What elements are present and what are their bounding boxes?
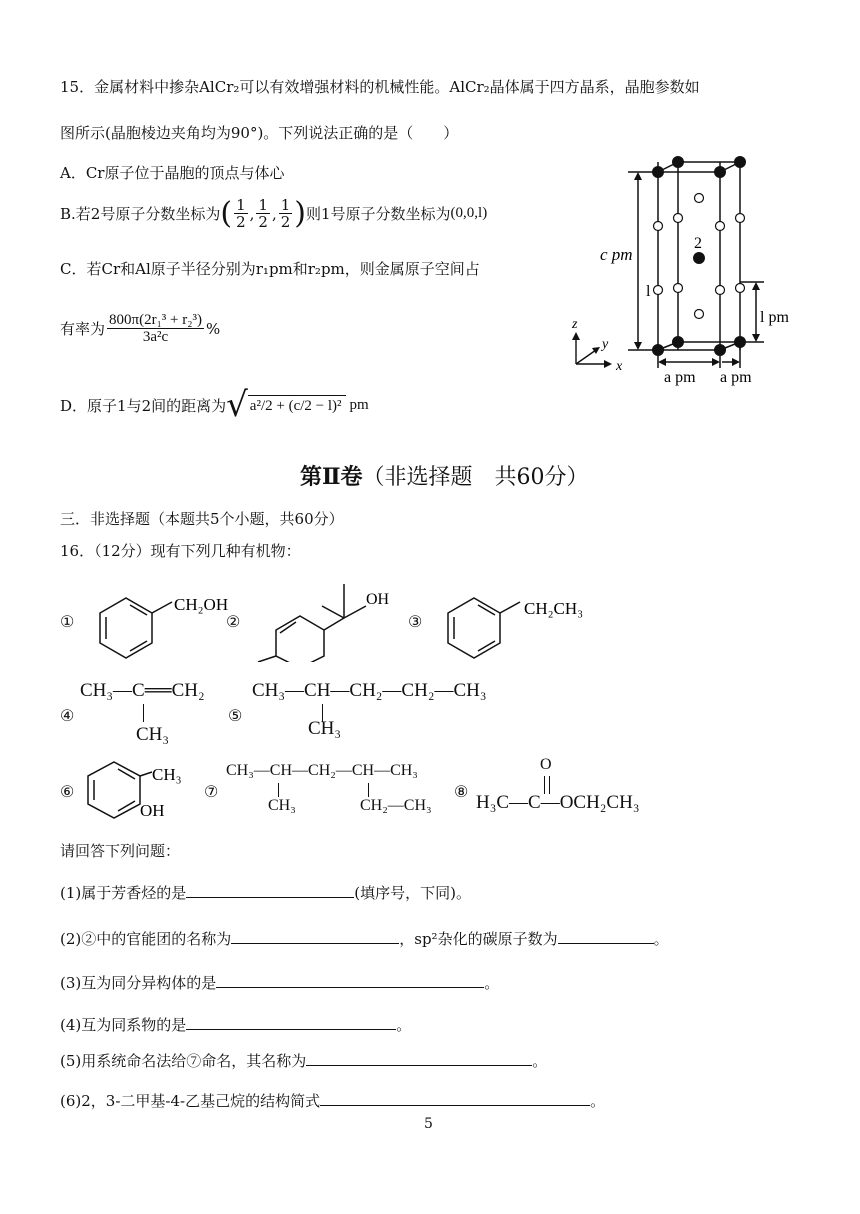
mol-5-bottom: CH₃ [308, 718, 342, 739]
q16-sub-2 [60, 928, 669, 949]
part-three-heading: 三．非选择题（本题共5个小题，共60分） [60, 510, 344, 528]
a-label-2: a pm [720, 369, 752, 386]
answer-blank-3[interactable] [216, 973, 484, 988]
axis-x-label: x [616, 359, 623, 374]
answer-blank-6[interactable] [320, 1091, 590, 1106]
sub-6-text: (6)2，3-二甲基-4-乙基己烷的结构简式 [60, 1092, 321, 1110]
q15-option-b-prefix: B.若2号原子分数坐标为 [60, 205, 221, 223]
c-dimension-label: c pm [600, 245, 633, 264]
sub-2-text: (2)②中的官能团的名称为 [60, 930, 232, 948]
sub-5-text: (5)用系统命名法给⑦命名，其名称为 [60, 1052, 307, 1070]
sub-6-tail: 。 [590, 1092, 606, 1110]
q15-option-c-prefix: 有率为 [60, 320, 106, 338]
q15-stem-line2: 图所示(晶胞棱边夹角均为90°)。下列说法正确的是（ ） [60, 124, 459, 142]
sub-1-tail: (填序号，下同)。 [354, 884, 471, 902]
mol-7-top: CH₃—CH—CH₂—CH—CH₃ [226, 762, 418, 779]
q15-option-c-line2 [60, 312, 220, 345]
mol-3-text: CH₂CH₃ [524, 599, 584, 618]
q16-sub-4 [60, 1014, 411, 1035]
sub-2-tail: 。 [653, 930, 669, 948]
q15-option-b-coord: (0,0,l) [450, 205, 488, 221]
axis-z-label: z [572, 317, 578, 332]
sub-2-mid: ，sp²杂化的碳原子数为 [399, 930, 558, 948]
q15-option-d [60, 385, 369, 425]
bond-line [143, 704, 144, 722]
sub-4-text: (4)互为同系物的是 [60, 1016, 187, 1034]
mol-6-hydroxyl: OH [140, 801, 165, 820]
sub-4-tail: 。 [396, 1016, 412, 1034]
mol-1-text: CH₂OH [174, 595, 229, 614]
frac-den: 2 [258, 213, 268, 231]
mol-7-bottom-1: CH₃ [268, 797, 296, 814]
mol-4-top: CH₃—C══CH₂ [80, 680, 205, 701]
section-title-rest: （非选择题 共60分） [362, 465, 589, 490]
sub-1-text: (1)属于芳香烃的是 [60, 884, 187, 902]
q16-sub-1 [60, 882, 471, 903]
mol-3-label: ③ [408, 612, 423, 631]
l-right-label: l pm [760, 309, 789, 326]
section-title-main: 第Ⅱ卷 [300, 464, 363, 490]
q15-option-b: B.若2号原子分数坐标为 ( $\frac{1}{2}$ , $\frac{1}{2}$ , $\frac{1}{2}$ ) 则1号原子分数坐标为 (0,0,l) [60, 196, 488, 231]
q16-sub-5 [60, 1050, 547, 1071]
answer-blank-4[interactable] [186, 1015, 396, 1030]
frac-den: 2 [280, 213, 291, 231]
unit-cell-figure [568, 150, 808, 390]
frac-num: 1 [258, 196, 268, 214]
answer-blank-5[interactable] [306, 1051, 532, 1066]
q15-stem-line1: 15．金属材料中掺杂AlCr₂可以有效增强材料的机械性能。AlCr₂晶体属于四方晶系，晶胞参数如 [60, 78, 700, 96]
q15-option-a: A．Cr原子位于晶胞的顶点与体心 [60, 164, 285, 182]
l-left-label: l [646, 283, 651, 300]
q15-option-b-mid: 则1号原子分数坐标为 [305, 205, 451, 223]
benzyl-alcohol-structure [76, 590, 236, 670]
terpineol-structure [250, 578, 410, 662]
frac-num: 1 [280, 196, 291, 214]
mol-8-main: H₃C—C—OCH₂CH₃ [476, 792, 640, 813]
frac-den: 2 [236, 213, 246, 231]
mol-8-carbonyl-o: O [540, 756, 552, 773]
sub-3-tail: 。 [484, 974, 500, 992]
section-title [300, 460, 589, 491]
mol-4-label: ④ [60, 706, 75, 725]
cr-atoms [652, 156, 746, 356]
q16-intro: 16．（12分）现有下列几种有机物： [60, 542, 301, 560]
mol-7-label: ⑦ [204, 782, 219, 801]
frac-num: 1 [236, 196, 246, 214]
mol-6-label: ⑥ [60, 782, 75, 801]
mol-2-text: OH [366, 591, 390, 608]
sub-5-tail: 。 [532, 1052, 548, 1070]
page-number: 5 [424, 1116, 433, 1132]
answer-blank-1[interactable] [186, 883, 354, 898]
mol-7-bottom-2: CH₂—CH₃ [360, 797, 432, 814]
answer-blank-2b[interactable] [558, 929, 654, 944]
mol-2-label: ② [226, 612, 241, 631]
ethylbenzene-structure [424, 590, 604, 670]
sqrt-icon: √ [226, 385, 248, 425]
q15-option-d-prefix: D．原子1与2间的距离为 [60, 396, 227, 415]
q15-option-c-fraction [107, 312, 204, 345]
q16-sub-6 [60, 1090, 605, 1111]
q16-prompt: 请回答下列问题： [60, 842, 181, 860]
q15-option-d-suffix: pm [349, 396, 369, 413]
bond-line [278, 783, 279, 797]
sub-3-text: (3)互为同分异构体的是 [60, 974, 217, 992]
mol-4-bottom: CH₃ [136, 724, 170, 745]
mol-8-label: ⑧ [454, 782, 469, 801]
mol-1-label: ① [60, 612, 75, 631]
axis-y-label: y [602, 337, 609, 352]
atom-2-label: 2 [694, 235, 702, 252]
frac-den: 3a²c [142, 329, 169, 345]
a-label-1: a pm [664, 369, 696, 386]
mol-6-methyl: CH₃ [152, 765, 182, 784]
frac-num: 800π(2r₁³ + r₂³) [109, 312, 202, 328]
q15-option-d-expr: a²/2 + (c/2 − l)² [248, 395, 346, 415]
mol-5-top: CH₃—CH—CH₂—CH₂—CH₃ [252, 680, 487, 701]
answer-blank-2a[interactable] [231, 929, 399, 944]
q16-sub-3 [60, 972, 499, 993]
o-cresol-structure [76, 758, 196, 828]
bond-line [368, 783, 369, 797]
q15-option-c-line1: C．若Cr和Al原子半径分别为r₁pm和r₂pm，则金属原子空间占 [60, 260, 480, 278]
mol-5-label: ⑤ [228, 706, 243, 725]
q15-option-c-suffix: % [205, 319, 221, 338]
